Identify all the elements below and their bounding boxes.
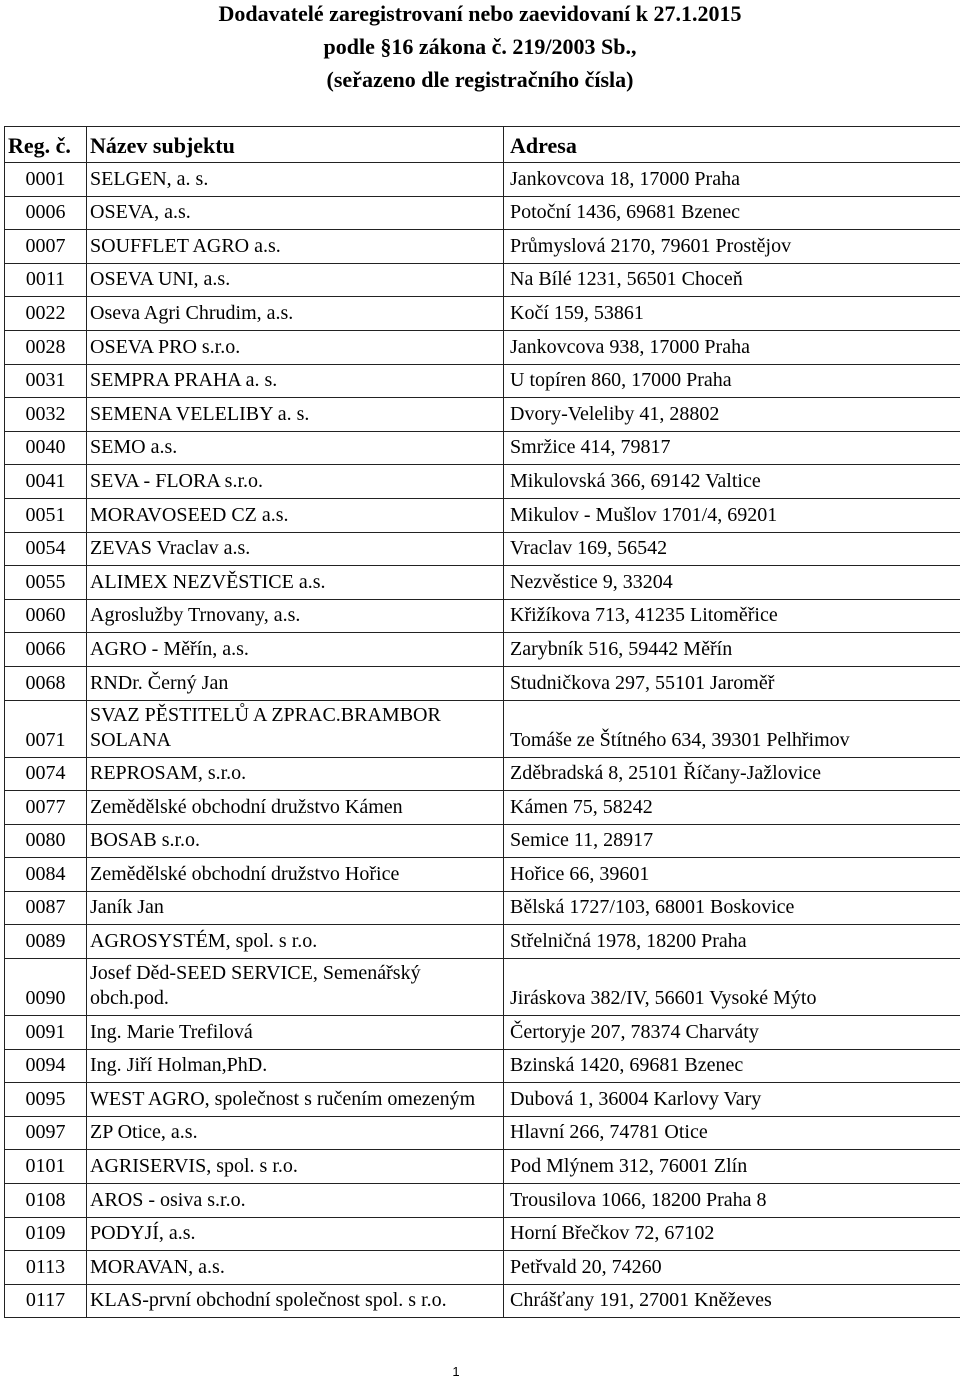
address-cell [503,297,960,330]
reg-number: 0077 [25,795,66,818]
table-row [4,330,960,364]
column-header-reg-number-label: Reg. č. [8,133,71,158]
reg-number: 0087 [25,896,66,919]
address-cell [503,1184,960,1217]
column-header-address [503,127,960,162]
table-row [4,1183,960,1217]
table-row [4,532,960,566]
subject-name: MORAVAN, a.s. [90,1255,225,1278]
subject-address: Trousilova 1066, 18200 Praha 8 [510,1188,767,1211]
table-row [4,296,960,330]
subject-name: OSEVA PRO s.r.o. [90,335,241,358]
subject-name: KLAS-první obchodní společnost spol. s r.o. [90,1289,447,1312]
subject-name: BOSAB s.r.o. [90,829,201,852]
table-row [4,229,960,263]
subject-name: RNDr. Černý Jan [90,671,229,694]
reg-number: 0097 [25,1121,66,1144]
subject-address: Mikulovská 366, 69142 Valtice [510,469,761,492]
reg-number: 0068 [25,671,66,694]
address-cell [503,432,960,465]
name-cell [86,892,503,925]
name-cell [86,1117,503,1150]
reg-number: 0032 [25,402,66,425]
name-cell [86,667,503,700]
reg-number-cell [4,892,86,925]
reg-number-cell [4,398,86,431]
subject-address: Hlavní 266, 74781 Otice [510,1121,708,1144]
address-cell [503,1150,960,1183]
name-cell [86,230,503,263]
address-cell [503,858,960,891]
subject-name: SEMO a.s. [90,436,178,459]
name-cell [86,1218,503,1251]
table-row [4,498,960,532]
table-row [4,790,960,824]
subject-address: Jankovcova 938, 17000 Praha [510,335,750,358]
reg-number: 0117 [25,1289,66,1312]
subject-name: Oseva Agri Chrudim, a.s. [90,301,294,324]
reg-number-cell [4,1016,86,1049]
reg-number: 0084 [25,862,66,885]
table-row [4,397,960,431]
subject-name: REPROSAM, s.r.o. [90,762,247,785]
subject-name: SVAZ PĚSTITELŮ A ZPRAC.BRAMBOR SOLANA [90,703,441,751]
subject-name: OSEVA UNI, a.s. [90,268,231,291]
table-row [4,757,960,791]
reg-number-cell [4,858,86,891]
reg-number: 0055 [25,570,66,593]
reg-number-cell [4,600,86,633]
subject-name: OSEVA, a.s. [90,201,191,224]
table-row [4,666,960,700]
table-row [4,1284,960,1318]
subject-name: SEMPRA PRAHA a. s. [90,369,278,392]
address-cell [503,925,960,958]
name-cell [86,297,503,330]
supplier-table [4,126,960,1318]
reg-number-cell [4,432,86,465]
reg-number: 0109 [25,1222,66,1245]
table-body [4,162,960,1317]
reg-number-cell [4,825,86,858]
reg-number: 0011 [25,268,66,291]
name-cell [86,825,503,858]
address-cell [503,533,960,566]
reg-number: 0090 [25,987,66,1010]
reg-number-cell [4,533,86,566]
subject-address: Dvory-Veleliby 41, 28802 [510,402,720,425]
reg-number-cell [4,1050,86,1083]
subject-address: U topíren 860, 17000 Praha [510,369,732,392]
reg-number: 0091 [25,1020,66,1043]
subject-name: AROS - osiva s.r.o. [90,1188,246,1211]
reg-number-cell [4,925,86,958]
name-cell [86,1184,503,1217]
reg-number: 0113 [25,1255,66,1278]
reg-number: 0001 [25,167,66,190]
address-cell [503,633,960,666]
subject-address: Potoční 1436, 69681 Bzenec [510,201,740,224]
table-row [4,1250,960,1284]
subject-address: Vraclav 169, 56542 [510,537,668,560]
address-cell [503,600,960,633]
address-cell [503,398,960,431]
table-row [4,364,960,398]
table-row [4,263,960,297]
address-cell [503,825,960,858]
table-row [4,824,960,858]
name-cell [86,365,503,398]
name-cell [86,701,503,757]
reg-number-cell [4,633,86,666]
page-number: 1 [452,1364,460,1379]
reg-number: 0071 [25,728,66,751]
address-cell [503,1117,960,1150]
reg-number: 0095 [25,1087,66,1110]
subject-name: AGROSYSTÉM, spol. s r.o. [90,930,318,953]
table-row [4,958,960,1015]
reg-number-cell [4,1184,86,1217]
address-cell [503,566,960,599]
reg-number-cell [4,1285,86,1318]
name-cell [86,858,503,891]
name-cell [86,959,503,1015]
reg-number: 0094 [25,1054,66,1077]
column-header-name-label: Název subjektu [90,133,235,158]
address-cell [503,701,960,757]
reg-number-cell [4,566,86,599]
reg-number: 0054 [25,537,66,560]
reg-number: 0022 [25,301,66,324]
name-cell [86,925,503,958]
reg-number: 0108 [25,1188,66,1211]
subject-address: Čertoryje 207, 78374 Charváty [510,1020,759,1043]
table-row [4,857,960,891]
address-cell [503,465,960,498]
name-cell [86,163,503,196]
address-cell [503,230,960,263]
subject-name: SEVA - FLORA s.r.o. [90,469,264,492]
reg-number-cell [4,959,86,1015]
subject-name: PODYJÍ, a.s. [90,1222,196,1245]
reg-number-cell [4,1251,86,1284]
reg-number-cell [4,1218,86,1251]
subject-address: Dubová 1, 36004 Karlovy Vary [510,1087,762,1110]
address-cell [503,1050,960,1083]
subject-name: SOUFFLET AGRO a.s. [90,234,281,257]
reg-number-cell [4,758,86,791]
subject-address: Tomáše ze Štítného 634, 39301 Pelhřimov [510,728,850,751]
subject-name: AGRO - Měřín, a.s. [90,637,249,660]
name-cell [86,1150,503,1183]
title-line-2: podle §16 zákona č. 219/2003 Sb., [323,34,637,59]
subject-address: Hořice 66, 39601 [510,862,650,885]
address-cell [503,791,960,824]
subject-name: SELGEN, a. s. [90,167,209,190]
address-cell [503,331,960,364]
subject-name: WEST AGRO, společnost s ručením omezeným [90,1087,476,1110]
address-cell [503,758,960,791]
subject-name: Ing. Jiří Holman,PhD. [90,1054,268,1077]
name-cell [86,758,503,791]
name-cell [86,533,503,566]
address-cell [503,197,960,230]
subject-name: ZEVAS Vraclav a.s. [90,537,251,560]
table-row [4,1149,960,1183]
subject-name: Zemědělské obchodní družstvo Kámen [90,795,403,818]
reg-number: 0028 [25,335,66,358]
column-header-address-label: Adresa [510,133,577,158]
title-line-3: (seřazeno dle registračního čísla) [326,67,634,92]
reg-number: 0080 [25,829,66,852]
table-row [4,1116,960,1150]
table-row [4,1049,960,1083]
reg-number: 0074 [25,762,66,785]
subject-address: Jiráskova 382/IV, 56601 Vysoké Mýto [510,987,817,1010]
reg-number: 0031 [25,369,66,392]
reg-number-cell [4,667,86,700]
table-row [4,464,960,498]
subject-name: MORAVOSEED CZ a.s. [90,503,289,526]
name-cell [86,264,503,297]
subject-address: Mikulov - Mušlov 1701/4, 69201 [510,503,778,526]
subject-address: Na Bílé 1231, 56501 Choceň [510,268,743,291]
reg-number: 0006 [25,201,66,224]
name-cell [86,331,503,364]
subject-name: SEMENA VELELIBY a. s. [90,402,310,425]
reg-number-cell [4,1117,86,1150]
reg-number-cell [4,264,86,297]
subject-address: Bzinská 1420, 69681 Bzenec [510,1054,744,1077]
subject-name: Janík Jan [90,896,164,919]
subject-name: Zemědělské obchodní družstvo Hořice [90,862,400,885]
name-cell [86,465,503,498]
reg-number-cell [4,1150,86,1183]
subject-name: Ing. Marie Trefilová [90,1020,253,1043]
name-cell [86,791,503,824]
subject-address: Chrášťany 191, 27001 Kněževes [510,1289,772,1312]
reg-number-cell [4,297,86,330]
reg-number-cell [4,230,86,263]
table-row [4,599,960,633]
subject-address: Zděbradská 8, 25101 Říčany-Jažlovice [510,762,822,785]
table-row [4,431,960,465]
subject-address: Bělská 1727/103, 68001 Boskovice [510,896,795,919]
address-cell [503,365,960,398]
name-cell [86,1251,503,1284]
name-cell [86,1016,503,1049]
name-cell [86,566,503,599]
address-cell [503,1083,960,1116]
name-cell [86,633,503,666]
subject-address: Pod Mlýnem 312, 76001 Zlín [510,1155,748,1178]
address-cell [503,1218,960,1251]
table-row [4,891,960,925]
name-cell [86,197,503,230]
document-title [0,0,960,96]
subject-address: Zarybník 516, 59442 Měřín [510,637,733,660]
column-header-name [86,127,503,162]
name-cell [86,499,503,532]
table-row [4,1082,960,1116]
subject-address: Horní Břečkov 72, 67102 [510,1222,715,1245]
table-header-row [4,126,960,162]
name-cell [86,1050,503,1083]
reg-number-cell [4,791,86,824]
reg-number: 0089 [25,930,66,953]
address-cell [503,1285,960,1318]
subject-name: Agroslužby Trnovany, a.s. [90,604,301,627]
reg-number: 0007 [25,234,66,257]
address-cell [503,264,960,297]
reg-number-cell [4,701,86,757]
table-row [4,565,960,599]
reg-number: 0060 [25,604,66,627]
name-cell [86,1083,503,1116]
reg-number: 0051 [25,503,66,526]
table-row [4,1015,960,1049]
name-cell [86,398,503,431]
address-cell [503,499,960,532]
subject-address: Petřvald 20, 74260 [510,1255,662,1278]
address-cell [503,1251,960,1284]
subject-address: Semice 11, 28917 [510,829,654,852]
address-cell [503,163,960,196]
address-cell [503,959,960,1015]
table-row [4,1217,960,1251]
subject-address: Kámen 75, 58242 [510,795,653,818]
address-cell [503,1016,960,1049]
subject-address: Studničkova 297, 55101 Jaroměř [510,671,775,694]
address-cell [503,667,960,700]
subject-name: AGRISERVIS, spol. s r.o. [90,1155,298,1178]
column-header-reg-number [4,127,86,162]
subject-name: ZP Otice, a.s. [90,1121,198,1144]
table-row [4,162,960,196]
subject-address: Křižíkova 713, 41235 Litoměřice [510,604,778,627]
reg-number-cell [4,465,86,498]
subject-name: ALIMEX NEZVĚSTICE a.s. [90,570,326,593]
subject-name: Josef Děd-SEED SERVICE, Semenářský obch.pod. [90,962,421,1010]
reg-number-cell [4,499,86,532]
table-row [4,632,960,666]
table-row [4,196,960,230]
reg-number-cell [4,331,86,364]
subject-address: Střelničná 1978, 18200 Praha [510,930,747,953]
reg-number: 0101 [25,1155,66,1178]
subject-address: Kočí 159, 53861 [510,301,644,324]
subject-address: Průmyslová 2170, 79601 Prostějov [510,234,792,257]
address-cell [503,892,960,925]
reg-number-cell [4,163,86,196]
subject-address: Nezvěstice 9, 33204 [510,570,673,593]
table-row [4,700,960,757]
reg-number: 0066 [25,637,66,660]
subject-address: Smržice 414, 79817 [510,436,671,459]
name-cell [86,600,503,633]
name-cell [86,1285,503,1318]
reg-number-cell [4,1083,86,1116]
reg-number-cell [4,197,86,230]
reg-number-cell [4,365,86,398]
reg-number: 0041 [25,469,66,492]
name-cell [86,432,503,465]
reg-number: 0040 [25,436,66,459]
title-line-1: Dodavatelé zaregistrovaní nebo zaevidovaní k 27.1.2015 [218,1,742,26]
subject-address: Jankovcova 18, 17000 Praha [510,167,740,190]
table-row [4,924,960,958]
